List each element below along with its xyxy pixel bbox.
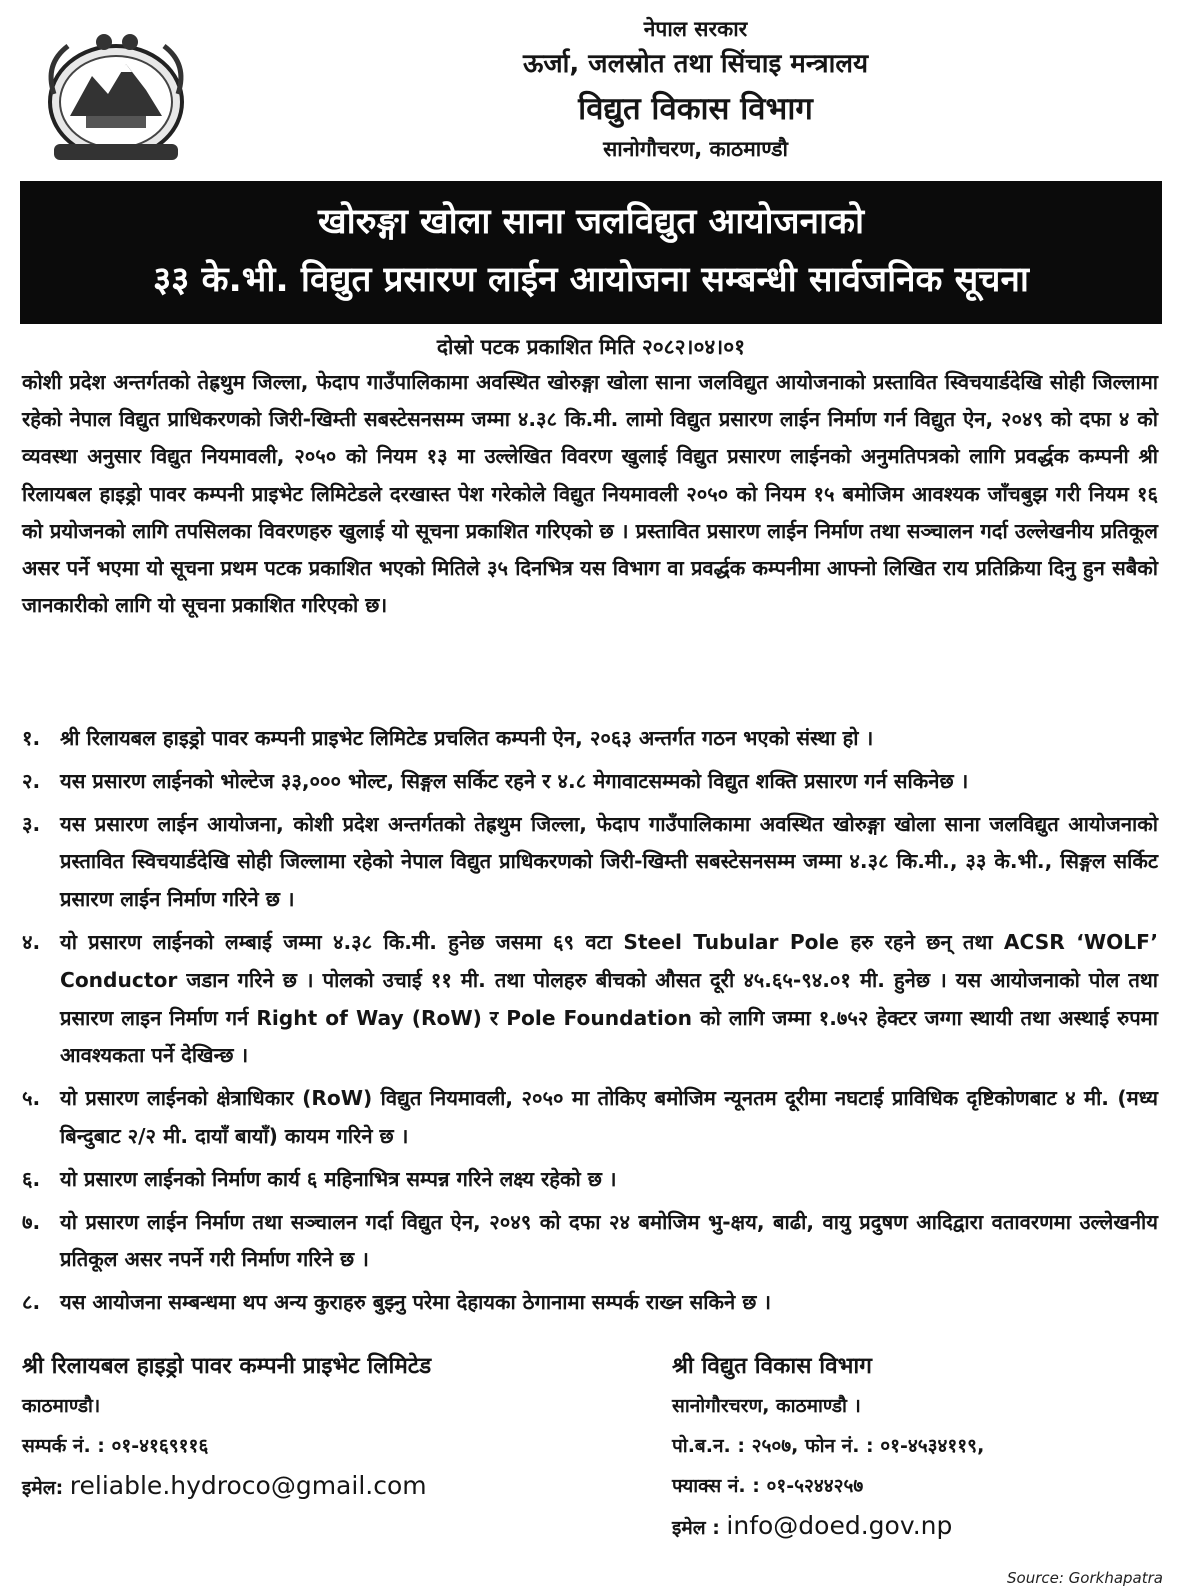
department-contact	[672, 1346, 1152, 1548]
company-email-label: इमेल:	[22, 1477, 64, 1499]
company-contact	[22, 1346, 642, 1508]
publication-date: दोस्रो पटक प्रकाशित मिति २०८२।०४।०१	[436, 335, 746, 359]
list-item	[22, 1161, 1158, 1199]
notice-title-line-2: ३३ के.भी. विद्युत प्रसारण लाईन आयोजना सम्बन्धी सार्वजनिक सूचना	[152, 260, 1029, 300]
government-name: नेपाल सरकार	[643, 17, 748, 41]
item-text: यस प्रसारण लाईनको भोल्टेज ३३,००० भोल्ट, सिङ्गल सर्किट रहने र ४.८ मेगावाटसम्मको विद्युत शक्ति प्रसारण गर्न सकिनेछ ।	[60, 768, 969, 793]
company-email-row	[22, 1466, 642, 1508]
list-item	[22, 806, 1158, 919]
item-text: यो प्रसारण लाईनको लम्बाई जम्मा ४.३८ कि.मी. हुनेछ जसमा ६९ वटा Steel Tubular Pole हरु रहने छन् तथा ACSR ‘WOLF’ Conductor जडान गरिने छ । पोलको उचाई ११ मी. तथा पोलहरु बीचको औसत दूरी ४५.६५-९४.०१ मी. हुनेछ । यस आयोजनाको पोल तथा प्रसारण लाइन निर्माण गर्न Right of Way (RoW) र Pole Foundation को लागि जम्मा १.७५२ हेक्टर जग्गा स्थायी तथा अस्थाई रुपमा आवश्यकता पर्ने देखिन्छ ।	[60, 929, 1158, 1068]
nepal-government-emblem	[34, 24, 198, 170]
list-item	[22, 720, 1158, 758]
department-fax: फ्याक्स नं. : ०१-५२४४२५७	[672, 1475, 864, 1497]
notice-title-banner	[20, 181, 1162, 324]
list-item	[22, 1284, 1158, 1322]
notice-title-line-1: खोरुङ्गा खोला साना जलविद्युत आयोजनाको	[317, 202, 865, 242]
source-credit: Source: Gorkhapatra	[1007, 1569, 1163, 1587]
list-item	[22, 1080, 1158, 1156]
notice-items	[22, 720, 1158, 1327]
department-location: सानोगौचरण, काठमाण्डौ	[603, 137, 788, 161]
company-phone: ०१-४१६९११६	[111, 1435, 209, 1457]
department-address: सानोगौरचरण, काठमाण्डौ ।	[672, 1395, 861, 1417]
item-number: १.	[22, 726, 41, 750]
department-contact-name: श्री विद्युत विकास विभाग	[672, 1353, 872, 1379]
item-number: ४.	[22, 929, 41, 954]
item-text: यो प्रसारण लाईनको निर्माण कार्य ६ महिनाभित्र सम्पन्न गरिने लक्ष्य रहेको छ ।	[60, 1166, 617, 1191]
item-number: ३.	[22, 811, 41, 836]
company-phone-label: सम्पर्क नं. :	[22, 1435, 105, 1457]
list-item	[22, 1204, 1158, 1280]
list-item	[22, 924, 1158, 1075]
department-name: विद्युत विकास विभाग	[578, 91, 813, 127]
department-pobox-phone: पो.ब.न. : २५०७, फोन नं. : ०१-४५३४११९,	[672, 1435, 985, 1457]
item-number: ८.	[22, 1290, 41, 1315]
company-city: काठमाण्डौ।	[22, 1395, 101, 1417]
item-number: ५.	[22, 1086, 41, 1111]
intro-paragraph: कोशी प्रदेश अन्तर्गतको तेह्रथुम जिल्ला, फेदाप गाउँपालिकामा अवस्थित खोरुङ्गा खोला साना जलविद्युत आयोजनाको प्रस्तावित स्विचयार्डदेखि सोही जिल्लामा रहेको नेपाल विद्युत प्राधिकरणको जिरी-खिम्ती सबस्टेसनसम्म जम्मा ४.३८ कि.मी. लामो विद्युत प्रसारण लाईन निर्माण गर्न विद्युत ऐन, २०४९ को दफा ४ को व्यवस्था अनुसार विद्युत नियमावली, २०५० को नियम १३ मा उल्लेखित विवरण खुलाई विद्युत प्रसारण लाईनको अनुमतिपत्रको लागि प्रवर्द्धक कम्पनी श्री रिलायबल हाइड्रो पावर कम्पनी प्राइभेट लिमिटेडले दरखास्त पेश गरेकोले विद्युत नियमावली २०५० को नियम १५ बमोजिम आवश्यक जाँचबुझ गरी नियम १६ को प्रयोजनको लागि तपसिलका विवरणहरु खुलाई यो सूचना प्रकाशित गरिएको छ । प्रस्तावित प्रसारण लाईन निर्माण तथा सञ्चालन गर्दा उल्लेखनीय प्रतिकूल असर पर्ने भएमा यो सूचना प्रथम पटक प्रकाशित भएको मितिले ३५ दिनभित्र यस विभाग वा प्रवर्द्धक कम्पनीमा आफ्नो लिखित राय प्रतिक्रिया दिनु हुन सबैको जानकारीको लागि यो सूचना प्रकाशित गरिएको छ।	[22, 370, 1158, 618]
issuer-header	[230, 14, 1161, 164]
item-number: ६.	[22, 1166, 41, 1191]
company-email[interactable]: reliable.hydroco@gmail.com	[69, 1471, 427, 1500]
list-item	[22, 763, 1158, 801]
item-text: श्री रिलायबल हाइड्रो पावर कम्पनी प्राइभेट लिमिटेड प्रचलित कम्पनी ऐन, २०६३ अन्तर्गत गठन भएको संस्था हो ।	[60, 726, 874, 750]
item-text: यस आयोजना सम्बन्धमा थप अन्य कुराहरु बुझ्नु परेमा देहायका ठेगानामा सम्पर्क राख्न सकिने छ ।	[60, 1290, 772, 1315]
company-phone-row	[22, 1426, 642, 1466]
item-number: २.	[22, 768, 41, 793]
department-email-label: इमेल :	[672, 1517, 720, 1539]
item-text: यस प्रसारण लाईन आयोजना, कोशी प्रदेश अन्तर्गतको तेह्रथुम जिल्ला, फेदाप गाउँपालिकामा अवस्थित खोरुङ्गा खोला साना जलविद्युत आयोजनाको प्रस्तावित स्विचयार्डदेखि सोही जिल्लामा रहेको नेपाल विद्युत प्राधिकरणको जिरी-खिम्ती सबस्टेसनसम्म जम्मा ४.३८ कि.मी., ३३ के.भी., सिङ्गल सर्किट प्रसारण लाईन निर्माण गरिने छ ।	[60, 811, 1158, 912]
ministry-name: ऊर्जा, जलस्रोत तथा सिंचाइ मन्त्रालय	[522, 49, 869, 79]
department-email[interactable]: info@doed.gov.np	[726, 1511, 953, 1540]
department-email-row	[672, 1506, 1152, 1548]
item-text: यो प्रसारण लाईन निर्माण तथा सञ्चालन गर्दा विद्युत ऐन, २०४९ को दफा २४ बमोजिम भु-क्षय, बाढी, वायु प्रदुषण आदिद्वारा वतावरणमा उल्लेखनीय प्रतिकूल असर नपर्ने गरी निर्माण गरिने छ ।	[60, 1209, 1158, 1272]
item-number: ७.	[22, 1209, 41, 1234]
company-name: श्री रिलायबल हाइड्रो पावर कम्पनी प्राइभेट लिमिटेड	[22, 1353, 432, 1379]
item-text: यो प्रसारण लाईनको क्षेत्राधिकार (RoW) विद्युत नियमावली, २०५० मा तोकिए बमोजिम न्यूनतम दूरीमा नघटाई प्राविधिक दृष्टिकोणबाट ४ मी. (मध्य बिन्दुबाट २/२ मी. दायाँ बायाँ) कायम गरिने छ ।	[60, 1086, 1158, 1148]
